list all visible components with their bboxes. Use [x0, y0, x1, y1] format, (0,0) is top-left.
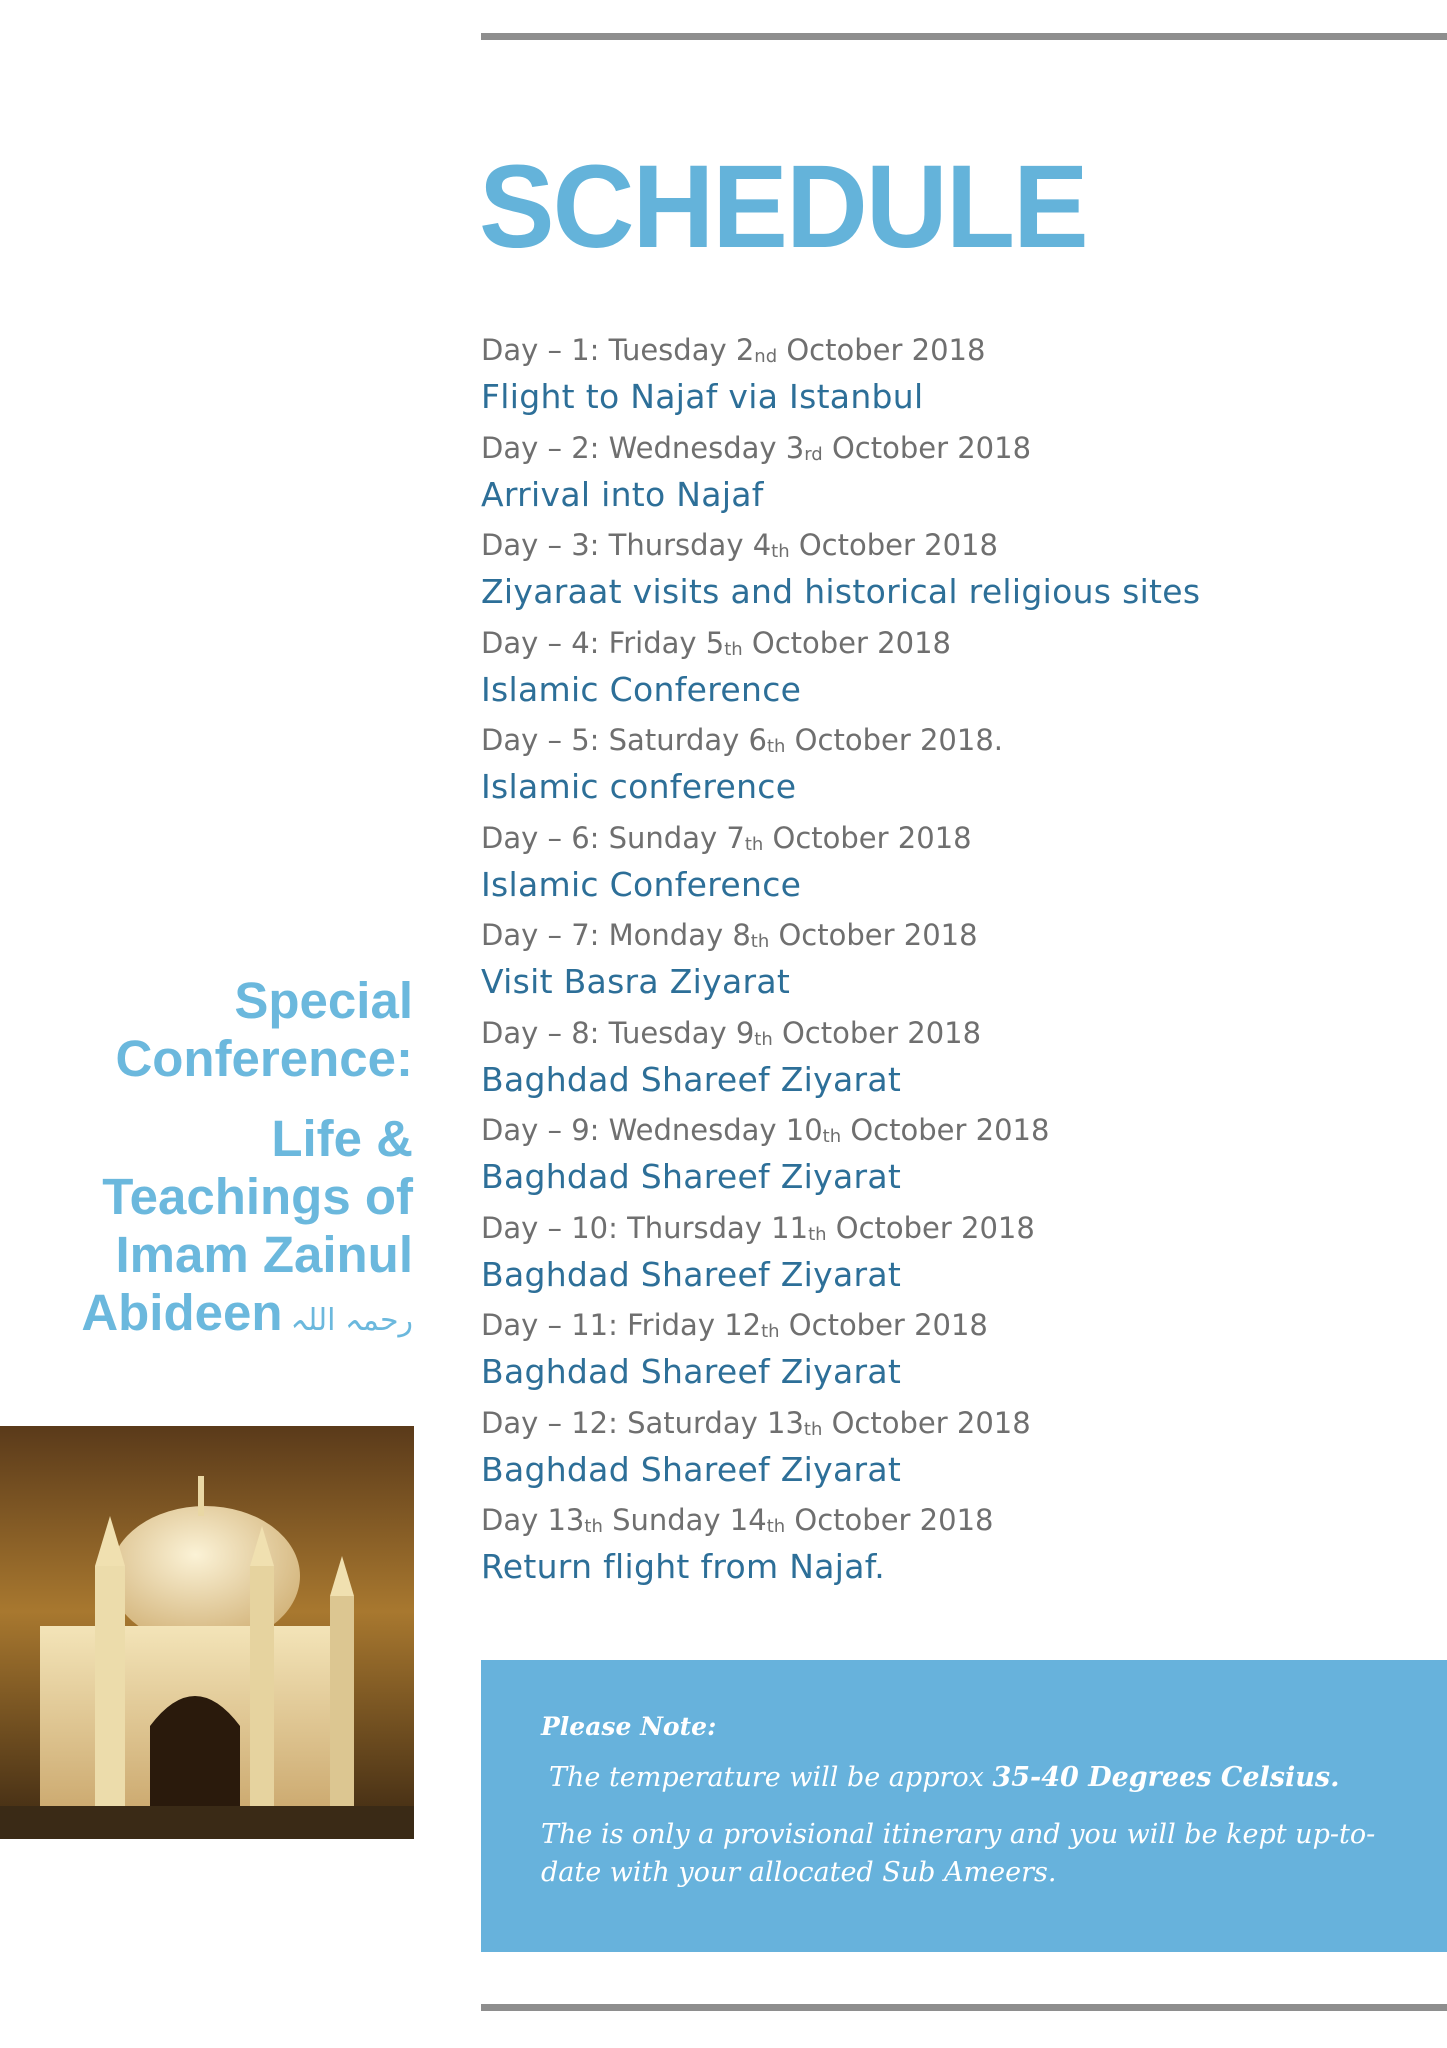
- schedule-day-7: [481, 915, 1441, 1013]
- day-activity: Islamic Conference: [481, 864, 802, 904]
- schedule-day-1: [481, 330, 1441, 428]
- day-activity: Islamic Conference: [481, 669, 802, 709]
- arabic-honorific: رحمہ اللہ: [290, 1303, 413, 1338]
- sidebar-line: Abideen رحمہ اللہ: [81, 1284, 413, 1341]
- day-date: Day $13_{th}$ Sunday $14_{th}$ October 2018: [481, 1503, 994, 1537]
- day-activity: Baghdad Shareef Ziyarat: [481, 1059, 902, 1099]
- sidebar-line: Special: [234, 972, 413, 1029]
- note-heading: Please Note:: [541, 1712, 717, 1741]
- day-activity: Arrival into Najaf: [481, 474, 764, 514]
- schedule-day-6: [481, 818, 1441, 916]
- day-date: Day – 3: Thursday $4_{th}$ October 2018: [481, 528, 998, 562]
- schedule-day-11: [481, 1305, 1441, 1403]
- sidebar-line: Conference:: [115, 1030, 413, 1087]
- day-activity: Baghdad Shareef Ziyarat: [481, 1157, 902, 1196]
- day-activity: Baghdad Shareef Ziyarat: [481, 1449, 902, 1489]
- day-date: Day – 8: Tuesday $9_{th}$ October 2018: [481, 1015, 982, 1050]
- day-date: Day – 12: Saturday $13_{th}$ October 2018: [481, 1405, 1031, 1440]
- conference-sidebar: [0, 972, 413, 1350]
- sidebar-line: Imam Zainul: [115, 1226, 413, 1283]
- schedule-day-3: [481, 525, 1441, 623]
- schedule-day-10: [481, 1208, 1441, 1306]
- day-date: Day – 6: Sunday $7_{th}$ October 2018: [481, 820, 972, 855]
- day-date: Day – 9: Wednesday $10_{th}$ October 2018: [481, 1113, 1050, 1147]
- day-activity: Flight to Najaf via Istanbul: [481, 377, 924, 416]
- shrine-photo: [0, 1426, 414, 1839]
- schedule-day-5: [481, 720, 1441, 818]
- bottom-rule: [481, 2004, 1447, 2011]
- note-provisional: The is only a provisional itinerary and you will be kept up-to-date with your allocated Sub Ameers.: [541, 1819, 1376, 1888]
- day-date: Day – 4: Friday $5_{th}$ October 2018: [481, 625, 951, 660]
- day-date: Day – 5: Saturday $6_{th}$ October 2018.: [481, 723, 1003, 757]
- schedule-list: [481, 330, 1441, 1598]
- schedule-day-2: [481, 428, 1441, 526]
- day-date: Day – 1: Tuesday $2_{nd}$ October 2018: [481, 333, 986, 367]
- day-date: Day – 10: Thursday $11_{th}$ October 2018: [481, 1210, 1035, 1245]
- page-title: SCHEDULE: [479, 141, 1087, 273]
- shrine-illustration: [0, 1426, 414, 1839]
- sidebar-line: Teachings of: [102, 1168, 413, 1225]
- schedule-day-9: [481, 1110, 1441, 1208]
- sidebar-line: Life &: [271, 1110, 413, 1167]
- note-temperature: The temperature will be approx 35-40 Degrees Celsius.: [549, 1762, 1340, 1793]
- day-activity: Ziyaraat visits and historical religious sites: [481, 572, 1201, 611]
- day-date: Day – 11: Friday $12_{th}$ October 2018: [481, 1308, 988, 1342]
- schedule-day-12: [481, 1403, 1441, 1501]
- day-date: Day – 2: Wednesday $3_{rd}$ October 2018: [481, 430, 1032, 465]
- day-activity: Return flight from Najaf.: [481, 1547, 886, 1586]
- day-date: Day – 7: Monday $8_{th}$ October 2018: [481, 918, 978, 952]
- top-rule: [481, 33, 1447, 40]
- day-activity: Baghdad Shareef Ziyarat: [481, 1254, 902, 1294]
- schedule-day-8: [481, 1013, 1441, 1111]
- day-activity: Visit Basra Ziyarat: [481, 962, 791, 1001]
- day-activity: Islamic conference: [481, 767, 797, 806]
- note-box: [481, 1660, 1447, 1952]
- schedule-day-13: [481, 1500, 1441, 1598]
- schedule-day-4: [481, 623, 1441, 721]
- day-activity: Baghdad Shareef Ziyarat: [481, 1352, 902, 1391]
